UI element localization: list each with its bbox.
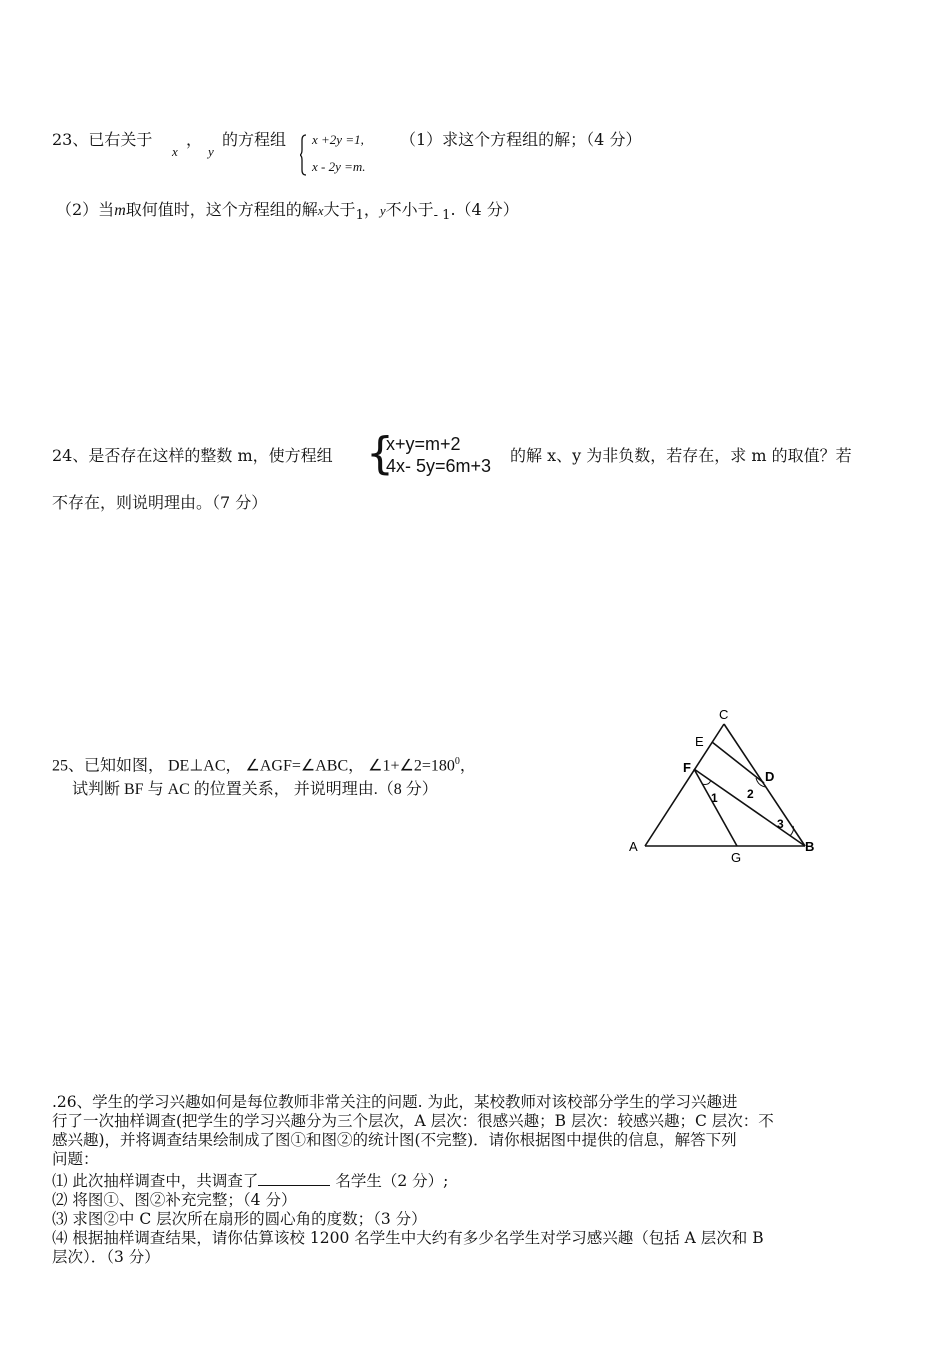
q23-part2-m: m: [114, 202, 126, 219]
segment-ed: [712, 742, 764, 783]
q25-line1-end: ，: [459, 757, 476, 775]
q23-mid: 的方程组: [222, 130, 287, 149]
label-f: F: [683, 760, 691, 775]
q23-intro: 已右关于: [88, 130, 153, 149]
q25-geometry-figure: [625, 706, 825, 866]
label-angle-1: 1: [711, 791, 718, 805]
q23-part1: （1）求这个方程组的解；（4 分）: [400, 130, 642, 149]
answer-blank[interactable]: [258, 1169, 330, 1186]
q23-line1: [52, 130, 152, 150]
q26-line4: 问题：: [52, 1150, 99, 1168]
q26-item2: ⑵ 将图①、图②补充完整；（4 分）: [52, 1191, 297, 1209]
q23-var-x: x: [172, 144, 178, 159]
label-b: B: [805, 839, 815, 854]
q23-comma: ，: [186, 130, 203, 149]
q24-line2: 不存在，则说明理由。（7 分）: [52, 493, 268, 512]
q26-item1: [52, 1169, 902, 1191]
q24-eq2: 4x- 5y=6m+3: [386, 456, 492, 476]
q26-line3: 感兴趣)，并将调查结果绘制成了图①和图②的统计图(不完整)．请你根据图中提供的信息，解答下列: [52, 1131, 737, 1149]
q23-part2-neg: - 1: [433, 208, 451, 223]
q26-item5: 层次）．（3 分）: [52, 1248, 160, 1266]
q26-item4: ⑷ 根据抽样调查结果，请你估算该校 1200 名学生中大约有多少名学生对学习感兴趣（包括 A 层次和 B: [52, 1229, 764, 1247]
q25-degree-sup: 0: [454, 756, 460, 767]
q23-part2: [56, 200, 519, 222]
q23-part2-e: 不小于: [385, 200, 434, 219]
label-c: C: [719, 707, 729, 722]
segment-cb: [724, 724, 805, 846]
q23-var-y: y: [208, 144, 214, 159]
q25-line1: [52, 752, 476, 776]
q24-line1-a: 24、是否存在这样的整数 m，使方程组: [52, 446, 333, 465]
q23-eq2: x - 2y =m.: [312, 159, 366, 174]
q25-line2: 试判断 BF 与 AC 的位置关系， 并说明理由.（8 分）: [72, 781, 438, 798]
q23-part2-a: （2）当: [56, 200, 115, 219]
q25-line1-text: 25、已知如图， DE⊥AC， ∠AGF=∠ABC， ∠1+∠2=180: [52, 757, 455, 775]
q23-part2-y: y: [379, 203, 386, 218]
q26-line2: 行了一次抽样调查(把学生的学习兴趣分为三个层次，A 层次：很感兴趣；B 层次：较感兴趣；C 层次：不: [52, 1112, 774, 1130]
label-g: G: [731, 850, 742, 865]
q26-item3: ⑶ 求图②中 C 层次所在扇形的圆心角的度数；（3 分）: [52, 1210, 427, 1228]
label-e: E: [695, 734, 704, 749]
q23-eq1: x +2y =1,: [312, 132, 364, 147]
q23-part2-f: .（4 分）: [450, 200, 519, 219]
q23-part2-c: 大于: [323, 200, 356, 219]
q23-number: 23、: [52, 130, 89, 149]
label-a: A: [629, 839, 638, 854]
q26-item1-a: ⑴ 此次抽样调查中，共调查了: [52, 1172, 259, 1190]
q24-eq1: x+y=m+2: [386, 434, 461, 454]
q23-brace: [300, 134, 308, 176]
q24-brace: {: [366, 428, 394, 479]
q26-line1: .26、学生的学习兴趣如何是每位教师非常关注的问题. 为此，某校教师对该校部分学生的学习兴趣进: [52, 1093, 738, 1111]
q26-block: [52, 1093, 902, 1267]
label-d: D: [765, 769, 775, 784]
q26-item1-b: 名学生（2 分）;: [330, 1172, 449, 1190]
q23-part2-x: x: [317, 203, 324, 218]
label-angle-3: 3: [777, 817, 784, 831]
q23-part2-b: 取何值时，这个方程组的解: [125, 200, 318, 219]
segment-fg: [694, 769, 737, 846]
q23-part2-one: 1: [355, 208, 364, 223]
q23-part2-d: ，: [363, 200, 380, 219]
label-angle-2: 2: [747, 787, 754, 801]
q24-line1-b: 的解 x、y 为非负数，若存在，求 m 的取值？若: [510, 446, 852, 465]
